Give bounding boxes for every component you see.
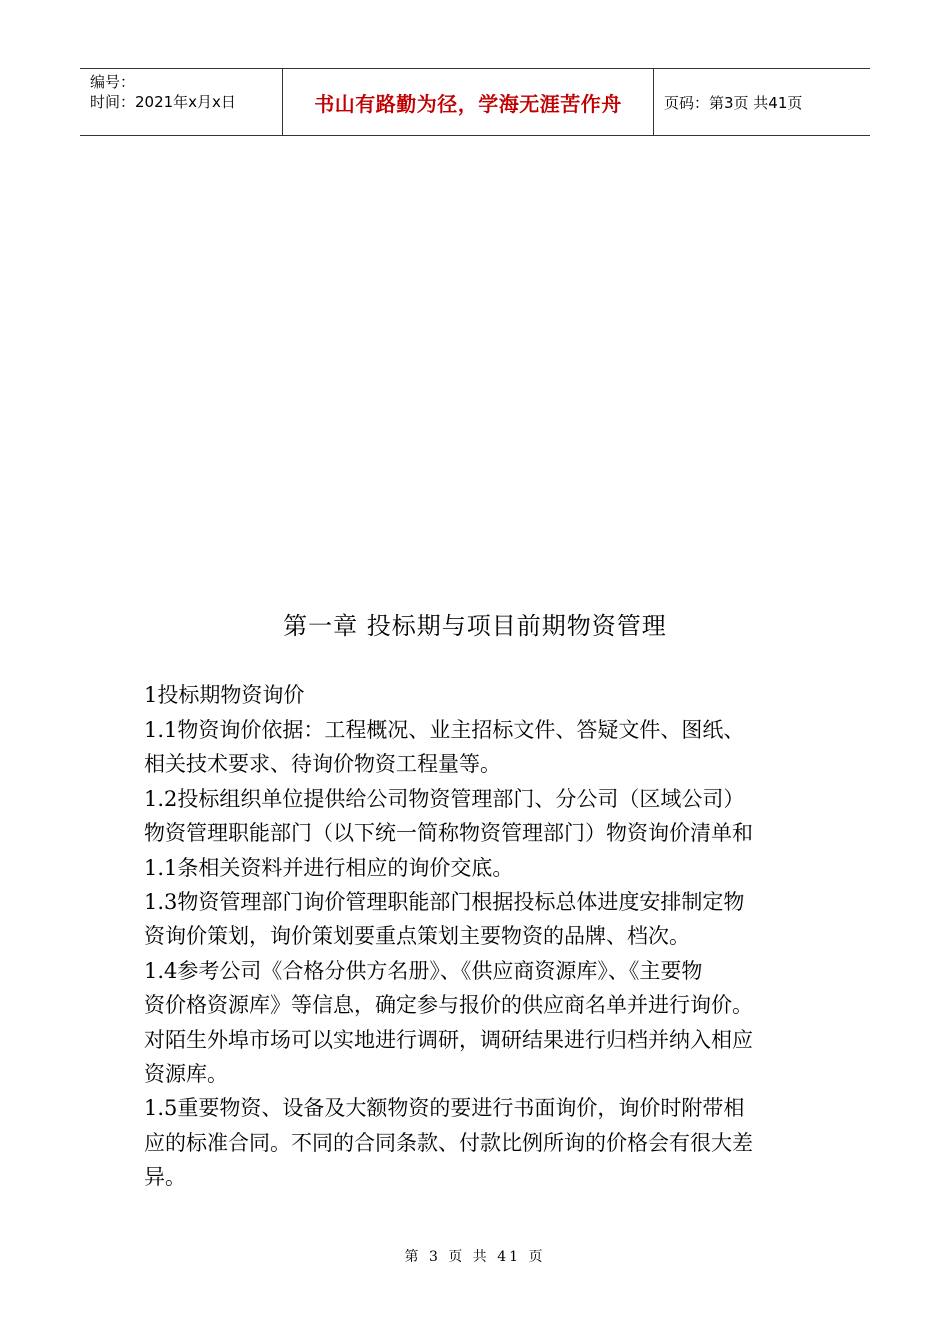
chapter-title: 第一章 投标期与项目前期物资管理 [283, 612, 667, 640]
body-line: 异。 [144, 1165, 186, 1190]
body-line: 资价格资源库》等信息，确定参与报价的供应商名单并进行询价。 [144, 993, 753, 1018]
body-line: 对陌生外埠市场可以实地进行调研，调研结果进行归档并纳入相应 [144, 1027, 753, 1052]
body-line: 相关技术要求、待询价物资工程量等。 [144, 752, 501, 777]
body-text [144, 713, 804, 1195]
body-line: 1.2投标组织单位提供给公司物资管理部门、分公司（区域公司） [144, 786, 745, 811]
motto-text: 书山有路勤为径，学海无涯苦作舟 [314, 91, 622, 116]
body-line: 1.1条相关资料并进行相应的询价交底。 [144, 855, 514, 880]
body-line: 资询价策划，询价策划要重点策划主要物资的品牌、档次。 [144, 924, 690, 949]
body-line: 应的标准合同。不同的合同条款、付款比例所询的价格会有很大差 [144, 1130, 753, 1155]
body-line: 物资管理职能部门（以下统一简称物资管理部门）物资询价清单和 [144, 821, 753, 846]
time-label: 时间：2021年x月x日 [90, 93, 236, 111]
body-line: 1.4参考公司《合格分供方名册》、《供应商资源库》、《主要物 [144, 958, 703, 983]
section-title: 1投标期物资询价 [144, 683, 305, 707]
page-footer: 第 3 页 共 41 页 [404, 1249, 546, 1265]
header-page-info [654, 69, 870, 135]
body-line: 1.5重要物资、设备及大额物资的要进行书面询价，询价时附带相 [144, 1096, 745, 1121]
header-meta [80, 69, 282, 135]
body-line: 1.3物资管理部门询价管理职能部门根据投标总体进度安排制定物 [144, 890, 745, 915]
body-line: 资源库。 [144, 1062, 228, 1087]
header-motto [282, 69, 654, 135]
page-label: 页码：第3页 共41页 [664, 93, 803, 112]
page-header [80, 68, 870, 136]
body-line: 1.1物资询价依据：工程概况、业主招标文件、答疑文件、图纸、 [144, 718, 745, 742]
number-label: 编号： [90, 73, 136, 91]
